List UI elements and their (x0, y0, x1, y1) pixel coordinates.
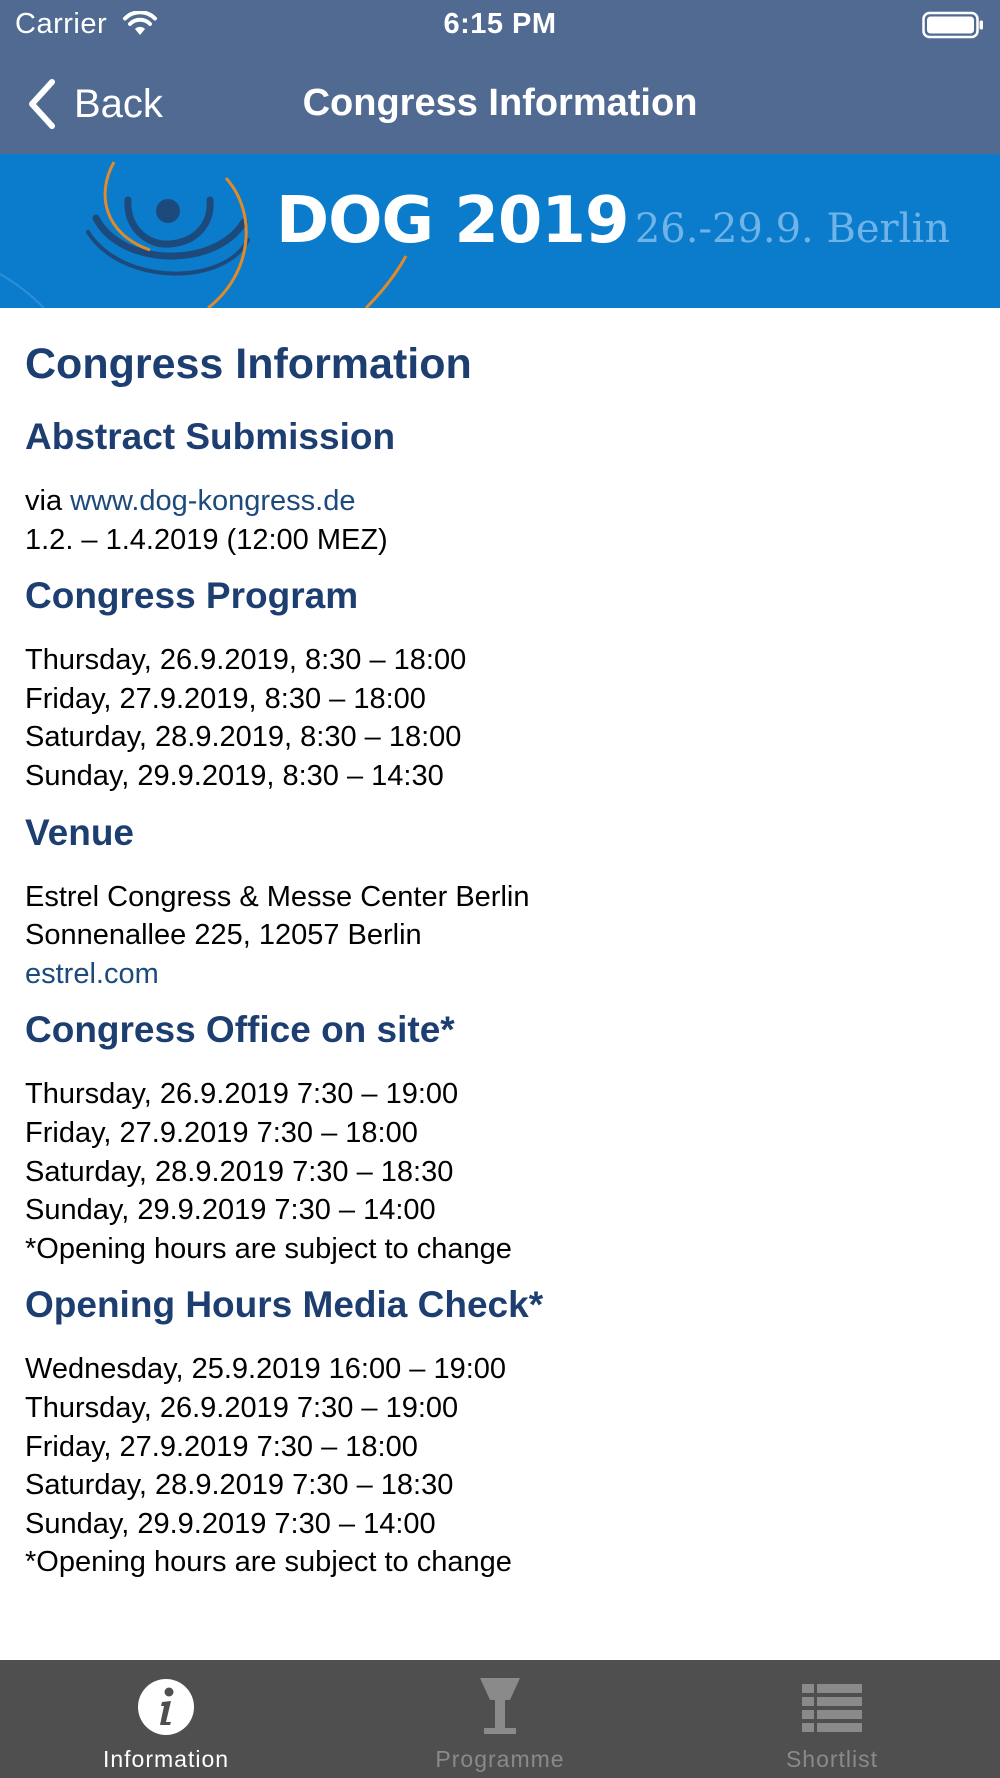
navigation-bar (0, 52, 1000, 154)
text-line: Sonnenallee 225, 12057 Berlin (25, 919, 422, 952)
dog-kongress-link[interactable]: www.dog-kongress.de (70, 485, 356, 517)
text-line: Saturday, 28.9.2019 7:30 – 18:30 (25, 1469, 454, 1502)
banner-title: DOG 2019 (276, 184, 629, 258)
section-abstract-submission (25, 412, 975, 559)
text-line: *Opening hours are subject to change (25, 1546, 512, 1579)
section-body (25, 641, 975, 795)
text-line (25, 482, 975, 521)
section-venue (25, 808, 975, 994)
status-time: 6:15 PM (443, 8, 557, 40)
text-line: 1.2. – 1.4.2019 (12:00 MEZ) (25, 523, 388, 556)
top-bar (0, 0, 1000, 154)
tab-information[interactable] (66, 1660, 266, 1778)
content-area (25, 308, 975, 1582)
congress-banner (0, 154, 1000, 308)
section-congress-program (25, 571, 975, 795)
text-line: Thursday, 26.9.2019, 8:30 – 18:00 (25, 644, 467, 677)
section-title: Venue (25, 811, 134, 853)
text-line: Wednesday, 25.9.2019 16:00 – 19:00 (25, 1353, 507, 1386)
carrier-label: Carrier (15, 8, 108, 40)
text-line: *Opening hours are subject to change (25, 1232, 512, 1265)
tab-bar (0, 1660, 1000, 1778)
tab-label: Information (102, 1746, 230, 1772)
text-line: Friday, 27.9.2019, 8:30 – 18:00 (25, 682, 426, 715)
section-title: Congress Program (25, 575, 359, 617)
text-line: Sunday, 29.9.2019 7:30 – 14:00 (25, 1507, 436, 1540)
back-label: Back (74, 81, 163, 126)
lectern-icon (470, 1676, 530, 1738)
text-line: Friday, 27.9.2019 7:30 – 18:00 (25, 1116, 418, 1149)
section-media-check (25, 1280, 975, 1582)
section-title: Abstract Submission (25, 416, 396, 457)
section-title: Congress Office on site* (25, 1009, 455, 1051)
text-line: Sunday, 29.9.2019 7:30 – 14:00 (25, 1194, 436, 1227)
battery-icon (922, 11, 984, 39)
section-body (25, 1350, 975, 1582)
tab-shortlist[interactable] (732, 1660, 932, 1778)
estrel-link[interactable]: estrel.com (25, 957, 159, 990)
text-line: Friday, 27.9.2019 7:30 – 18:00 (25, 1430, 418, 1463)
text-line: Sunday, 29.9.2019, 8:30 – 14:30 (25, 759, 444, 792)
via-prefix: via (25, 485, 71, 517)
section-body (25, 482, 975, 559)
info-icon (136, 1676, 196, 1738)
banner-dates: 26.-29.9. Berlin (634, 206, 950, 252)
section-body (25, 1075, 975, 1268)
tab-programme[interactable] (400, 1660, 600, 1778)
text-line: Saturday, 28.9.2019, 8:30 – 18:00 (25, 721, 462, 754)
tab-label: Shortlist (785, 1746, 879, 1772)
nav-title (0, 82, 1000, 125)
status-bar (0, 0, 1000, 52)
section-body (25, 878, 975, 994)
section-title: Opening Hours Media Check* (25, 1284, 544, 1326)
tab-label: Programme (435, 1746, 565, 1772)
text-line: Estrel Congress & Messe Center Berlin (25, 880, 530, 913)
section-congress-office (25, 1005, 975, 1268)
text-line: Thursday, 26.9.2019 7:30 – 19:00 (25, 1391, 459, 1424)
nav-title-text: Congress Information (302, 82, 698, 124)
page-heading: Congress Information (25, 340, 472, 388)
text-line: Saturday, 28.9.2019 7:30 – 18:30 (25, 1155, 454, 1188)
list-icon (802, 1676, 862, 1738)
text-line: Thursday, 26.9.2019 7:30 – 19:00 (25, 1078, 459, 1111)
